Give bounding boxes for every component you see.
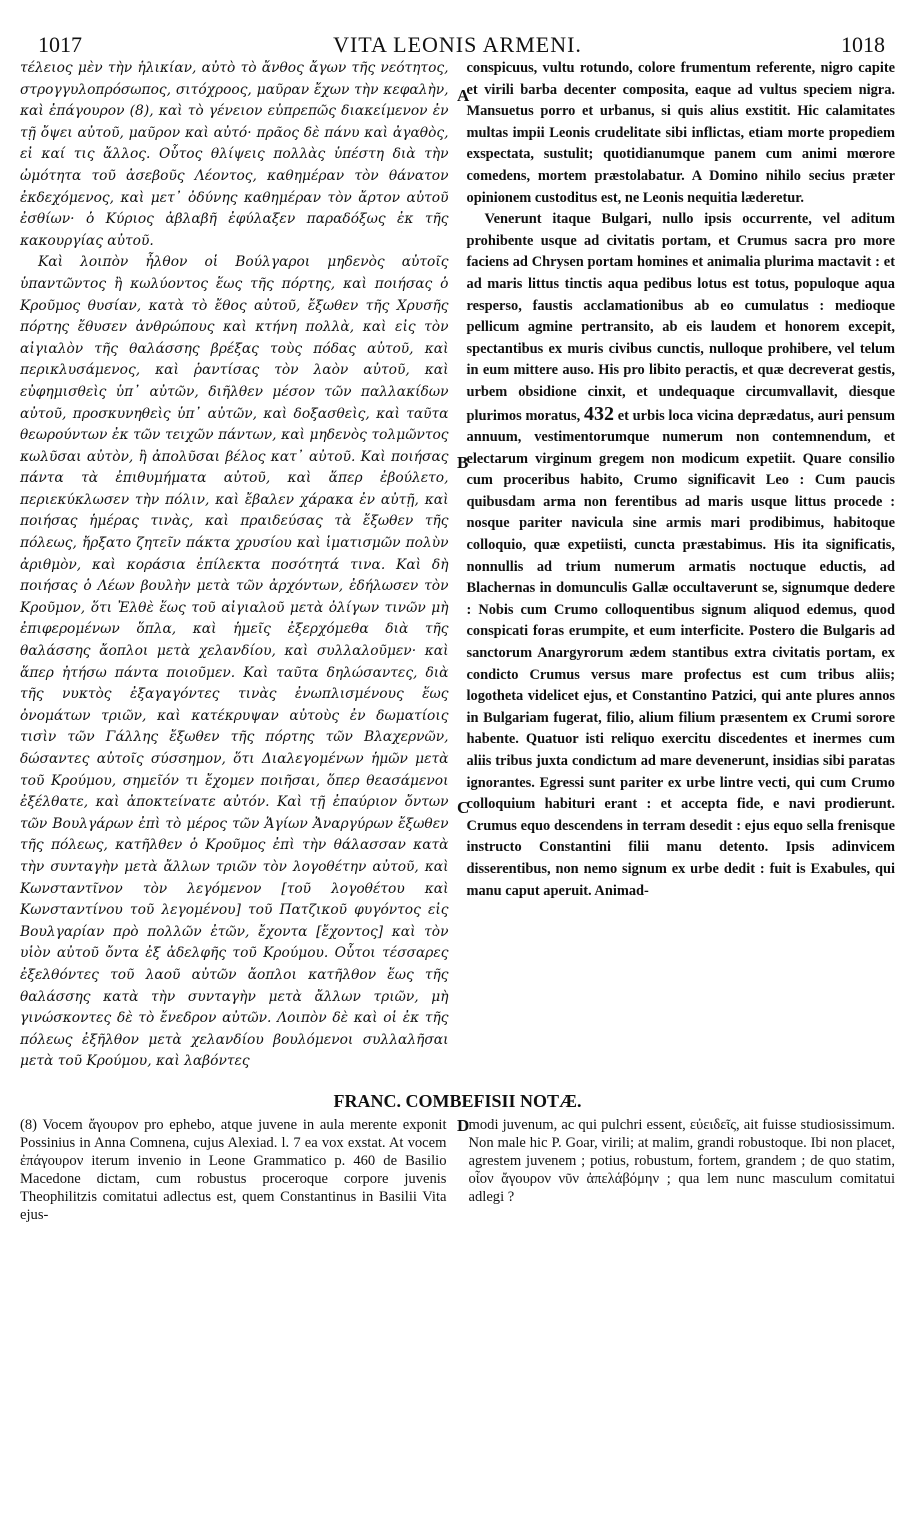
page-mark: 432 xyxy=(583,402,614,425)
note-left: (8) Vocem ἄγουρον pro ephebo, atque juvene in aula merente exponit Possinius in Anna Comnena, cujus Alexiad. l. 7 ea vox exstat. At vocem ἐπάγουρον iterum invenio in Leone Grammatico p. 460 de Basilio Macedone dictam, cum robustus proceroque corpore juvenis Theophilitzis comitatui adlectus est, quem Constantinus in Basilii Vita ejus- xyxy=(20,1116,447,1223)
latin-column xyxy=(467,58,896,1073)
greek-column xyxy=(20,58,449,1073)
latin-paragraph-1: conspicuus, vultu rotundo, colore frumentum referente, nigro capite et virili barba decenter composita, eaque ad vultus speciem nigra. Mansuetus porro et urbanus, si quis alius exstitit. Hic calamitates multas impii Leonis crudelitate sibi inflictas, etiam morte propediem exspectata, sustulit; quotidianumque panem cum animi mœrore comedens, mortem præstolabatur. A Domino nihilo secius præter opinionem custoditus est, ne Leonis nequitia læderetur. xyxy=(466,60,895,206)
greek-paragraph-1: τέλειος μὲν τὴν ἡλικίαν, αὐτὸ τὸ ἄνθος ἄγων τῆς νεότητος, στρογγυλοπρόσωπος, σιτόχροος, μαῦραν ἔχων τὴν κεφαλὴν, καὶ ἐπάγουρον (8), καὶ τὸ γένειον εὐπρεπῶς διακείμενον ἐν τῇ ὄψει αὐτοῦ, μαῦρον καὶ αὐτό· πρᾶος δὲ πάνυ καὶ ἀγαθὸς, εἰ καί τις ἄλλος. Οὗτος θλίψεις πολλὰς ὑπέστη διὰ τὴν ὠμότητα τοῦ ἀσεβοῦς Λέοντος, καθημέραν τὸν θάνατον ἐκδεχόμενος, καὶ μετ᾿ ὀδύνης καθημέραν τὸν ἄρτον αὐτοῦ ἐσθίων· ὁ Κύριος ἀβλαβῆ ἐφύλαξεν παραδόξως ἐκ τῆς κακουργίας αὐτοῦ. xyxy=(20,60,449,249)
latin-paragraph-2a: Venerunt itaque Bulgari, nullo ipsis occurrente, vel aditum prohibente usque ad civitatis portam, et Crumus sacra pro more faciens ad Chrysen portam homines et animalia plurima mactavit : et ad maris littus tinctis aqua pedibus lotus est totus, populoque aqua resperso, faustis acclamationibus ab eo cumulatus : medioque pellicum agmine pertransito, ab eis laudem et honorem excepit, spectantibus ex muris civibus cunctis, nulloque prohibere, vel telum in eum mittere auso. His pro libito peractis, et quæ decreverat gestis, urbem obsidione cinxit, et undequaque circumvallavit, diesque plurimos moratus, xyxy=(466,211,895,424)
page-number-left: 1017 xyxy=(38,32,82,57)
page-number-right: 1018 xyxy=(841,32,885,57)
note-right: modi juvenum, ac qui pulchri essent, εὐειδεῖς, ait fuisse studiosissimum. Non male hic P. Goar, virili; at malim, grandi robustoque. Ibi non placet, agrestem juvenem ; potius, robustum, fortem, grandem ; de quo statim, οἷον ἄγουρον νῦν ἀπελάβόμην ; qua lem nunc masculum comitatui adlegi ? xyxy=(468,1116,895,1205)
notes-title: FRANC. COMBEFISII NOTÆ. xyxy=(333,1090,582,1111)
running-title: VITA LEONIS ARMENI. xyxy=(333,32,582,57)
greek-paragraph-2: Καὶ λοιπὸν ἦλθον οἱ Βούλγαροι μηδενὸς αὐτοῖς ὑπαντῶντος ἢ κωλύοντος ἕως τῆς πόρτης, καὶ ποιήσας ὁ Κροῦμος θυσίαν, κατὰ τὸ ἔθος αὐτοῦ, ἔξωθεν τῆς Χρυσῆς πόρτης ἔθυσεν ἀνθρώπους καὶ κτήνη πολλὰ, καὶ εἰς τὸν αἰγιαλὸν τῆς θαλάσσης βρέξας τοὺς πόδας αὐτοῦ, καὶ περικλυσάμενος, καὶ ῥαντίσας τὸν λαὸν αὐτοῦ, καὶ εὐφημισθεὶς ὑπ᾿ αὐτῶν, διῆλθεν μέσον τῶν παλλακίδων αὐτοῦ, προσκυνηθεὶς ὑπ᾿ αὐτῶν, καὶ δοξασθεὶς, καὶ ταῦτα θεωρούντων ἐκ τῶν τειχῶν πάντων, καὶ μηδενὸς τολμῶντος κωλῦσαι αὐτὸν, ἢ ἀπολῦσαι βέλος κατ᾿ αὐτοῦ. Καὶ ποιήσας πάντα τὰ ἐπιθυμήματα αὐτοῦ, καὶ ἅπερ ἐβούλετο, περιεκύκλωσεν τὴν πόλιν, καὶ ἔβαλεν χάρακα ἐν αὐτῇ, καὶ ποιήσας ἡμέρας τινὰς, καὶ πραιδεύσας τὰ ἔξωθεν τῆς πόλεως, ἤρξατο ζητεῖν πάκτα χρυσίου καὶ ἱματισμῶν πολὺν ἀριθμὸν, καὶ κοράσια ἐπίλεκτα ποσότητά τινα. Καὶ δὴ ποιήσας ὁ Λέων βουλὴν μετὰ τῶν ἀρχόντων, ἐδήλωσεν τὸν Κροῦμον, ὅτι Ἐλθὲ ἕως τοῦ αἰγιαλοῦ μετὰ ὀλίγων τινῶν μὴ ἐπιφερομένων ὅπλα, καὶ ἡμεῖς ἐξερχόμεθα διὰ τῆς θαλάσσης ἄοπλοι μετὰ χελανδίου, καὶ συλλαλοῦμεν· καὶ ἅπερ ἠτήσω πάντα ποιοῦμεν. Καὶ ταῦτα δηλώσαντες, διὰ τῆς νυκτὸς ἐξαγαγόντες τινὰς ἐνωπλισμένους ἕως ὀνομάτων τριῶν, καὶ κατέκρυψαν αὐτοὺς ἐν δωματίοις τισὶν τῶν Γάλλης ἔξωθεν τῆς πόρτης τῶν Βλαχερνῶν, δώσαντες αὐτοῖς σύσσημον, ὅτι Διαλεγομένων ἡμῶν μετὰ τοῦ Κρούμου, σημεῖόν τι ἔχομεν ποιῆσαι, ὅπερ θεασάμενοι ἐξέλθατε, καὶ ἀποκτείνατε αὐτόν. Καὶ τῇ ἐπαύριον ὄντων τῶν Βουλγάρων ἐπὶ τὸ μέρος τῶν Ἁγίων Ἀναργύρων ἔξωθεν τῆς πόλεως, κατῆλθεν ὁ Κροῦμος ἐπὶ τὴν θάλασσαν κατὰ τὴν συνταγὴν μετὰ ἄλλων τριῶν τὸν λογοθέτην αὐτοῦ, καὶ Κωνσταντῖνον τὸν λεγόμενον [τοῦ λογοθέτου καὶ Κωνσταντίνου τοῦ λεγομένου] τοῦ Πατζικοῦ φυγόντος εἰς Βουλγαρίαν πρὸ πολλῶν ἐτῶν, ἔχοντα [ἔχοντος] καὶ τὸν υἱὸν αὐτοῦ ὄντα ἐξ ἀδελφῆς τοῦ Κρούμου. Οὗτοι τέσσαρες ἐξελθόντες τοῦ λαοῦ αὐτῶν ἄοπλοι κατῆλθον ἕως τῆς θαλάσσης κατὰ τὴν συνταγὴν μετὰ ἄλλων τριῶν, μὴ γινώσκοντες δὲ τὸ ἔνεδρον αὐτῶν. Λοιπὸν δὲ καὶ οἱ ἐκ τῆς πόλεως ἐξῆλθον μετὰ χελανδίου βουλόμενοι συλλαλῆσαι μετὰ τοῦ Κρούμου, καὶ λαβόντες xyxy=(20,254,449,1070)
section-marker-b: B xyxy=(457,453,469,472)
section-marker-c: C xyxy=(457,798,470,817)
section-marker-d: D xyxy=(457,1116,470,1135)
page-header xyxy=(20,18,895,58)
latin-paragraph-2 xyxy=(467,209,896,902)
section-marker-a: A xyxy=(457,86,470,105)
latin-paragraph-2b: et urbis loca vicina deprædatus, auri pensum annuum, vestimentorumque numerum non contemnendum, et electarum virginum gregem non modicum expetiit. Quare consilio cum proceribus habito, Crumo significavit Leo : Cum paucis quibusdam arma non ferentibus ad maris usque littus procede : nosque pariter navicula sine armis mari prodibimus, habitoque colloquio, quæ expetiisti, cuncta præstabimus. His ita significatis, nonnullis ad trium numerum armatis noctuque eductis, ad Blachernas in domunculis Gallæ occultaverunt se, signumque dedere : Nobis cum Crumo colloquentibus signum aliquod edemus, quod conspicati foras erumpite, et eum interficite. Postero die Bulgaris ad sanctorum Anargyrorum ædem stantibus extra civitatis portam, ex condicto Crumus versus mare profectus est cum tribus aliis; logotheta videlicet ejus, et Constantino Patzici, qui ante plures annos in Bulgariam fugerat, filio, alium filium præsentem ex Crumi sorore habente. Quatuor isti reliquo exercitu discedentes et inermes cum aliis tribus juxta condictum ad mare devenerunt, insidias sibi paratas ignorantes. Egressi sunt pariter ex urbe lintre vecti, qui cum Crumo colloquium habituri erant : et accepta fide, e navi prodierunt. Crumus equo descendens in terram desedit : ejus equo sella frenisque instructo Constantini filii manu detento. Ipsis adinvicem disserentibus, non nemo signum ex urbe dedit : fuit is Exabules, qui manu caput aperuit. Animad- xyxy=(466,407,895,899)
